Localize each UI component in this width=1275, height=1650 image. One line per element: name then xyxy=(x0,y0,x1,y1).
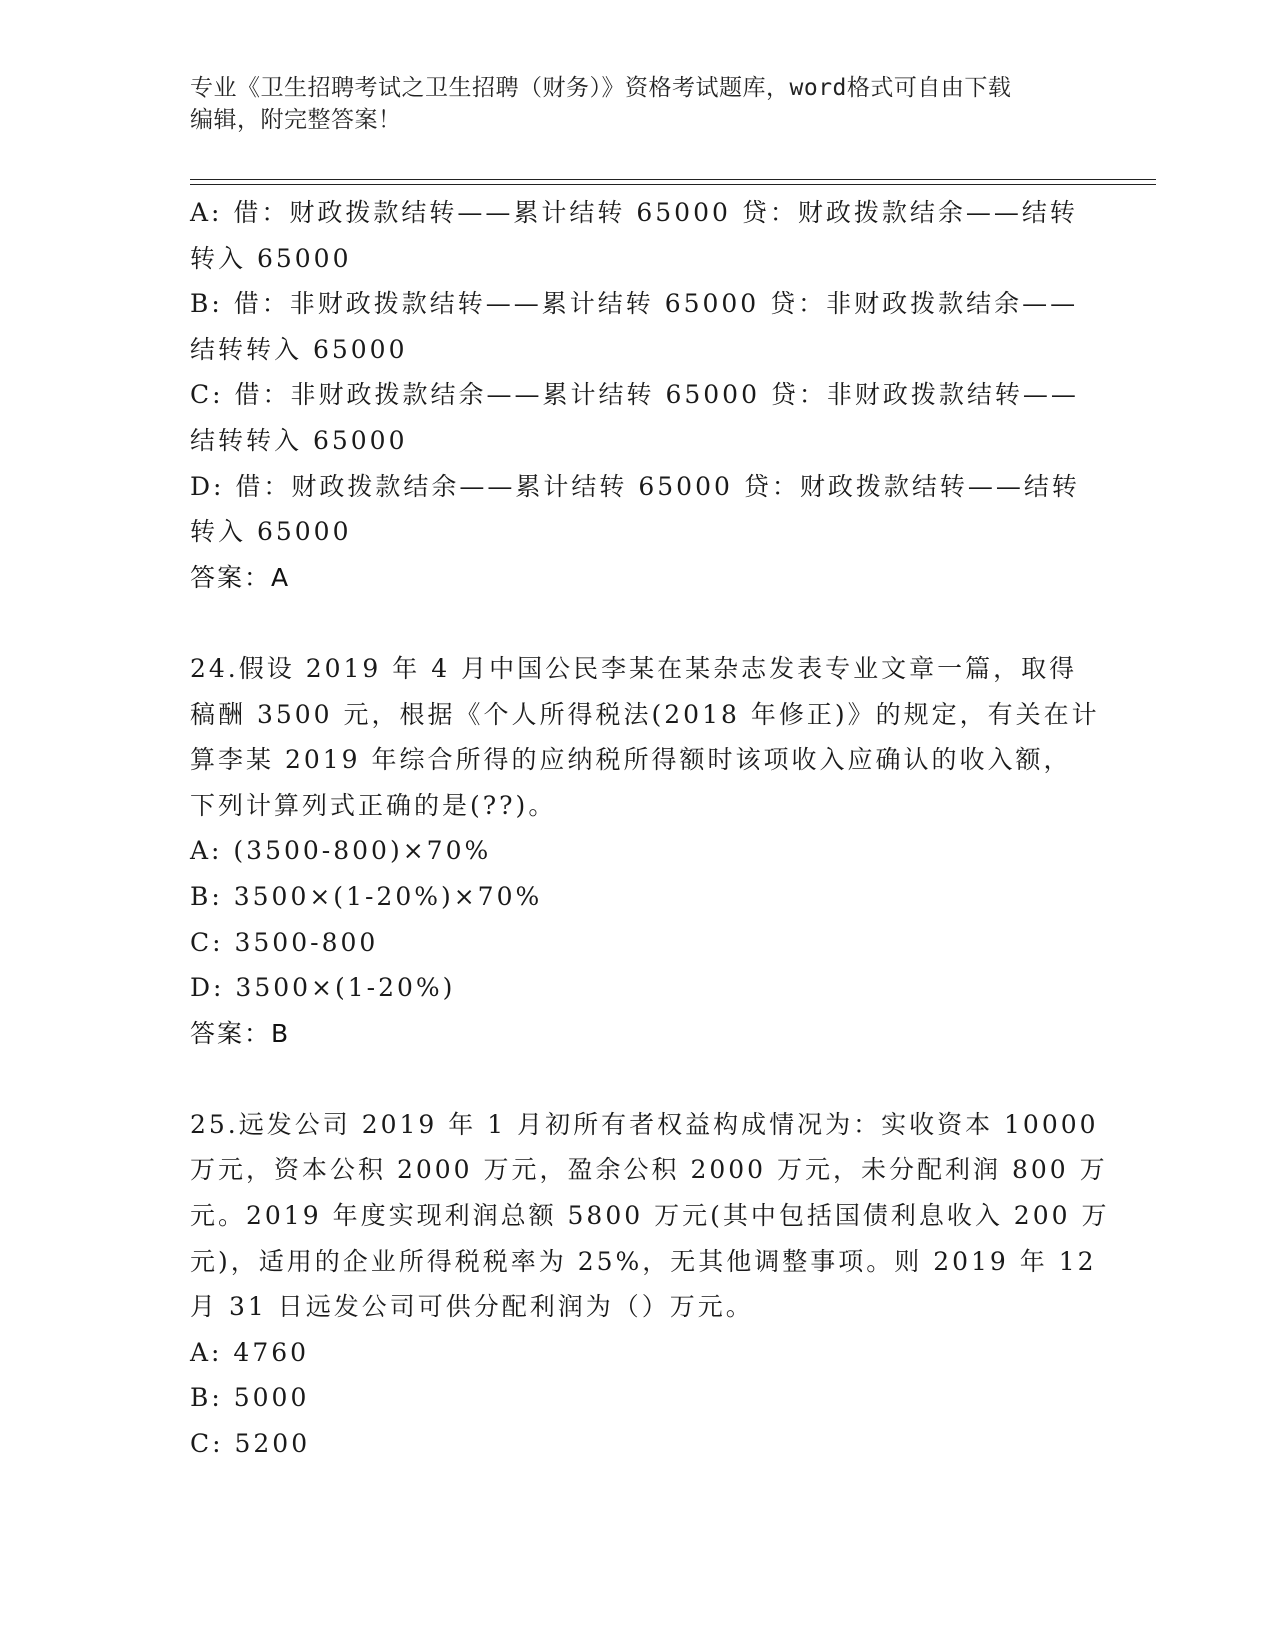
question-25-stem-line-3: 元。2019 年度实现利润总额 5800 万元(其中包括国债利息收入 200 万 xyxy=(190,1201,1110,1231)
question-25-stem-line-2: 万元，资本公积 2000 万元，盈余公积 2000 万元，未分配利润 800 万 xyxy=(190,1155,1108,1185)
option-a-line-2: 转入 65000 xyxy=(190,243,352,273)
question-24-stem-line-1: 24.假设 2019 年 4 月中国公民李某在某杂志发表专业文章一篇，取得 xyxy=(190,653,1078,683)
question-25-option-b: B: 5000 xyxy=(190,1383,310,1413)
question-25-option-a: A: 4760 xyxy=(190,1337,310,1367)
spacer xyxy=(190,1056,1090,1102)
question-25-stem-line-5: 月 31 日远发公司可供分配利润为（）万元。 xyxy=(190,1292,754,1322)
option-d-line-1: D: 借：财政拨款结余——累计结转 65000 贷：财政拨款结转——结转 xyxy=(190,471,1080,501)
option-a-line-1: A: 借：财政拨款结转——累计结转 65000 贷：财政拨款结余——结转 xyxy=(190,198,1078,227)
option-b-line-1: B: 借：非财政拨款结转——累计结转 65000 贷：非财政拨款结余—— xyxy=(190,289,1079,319)
question-23-options xyxy=(190,190,1090,555)
question-24-option-b: B: 3500×(1-20%)×70% xyxy=(190,881,543,911)
spacer xyxy=(190,600,1090,646)
header-divider-bottom xyxy=(190,184,1156,185)
option-c-line-1: C: 借：非财政拨款结余——累计结转 65000 贷：非财政拨款结转—— xyxy=(190,380,1079,410)
question-24-option-d: D: 3500×(1-20%) xyxy=(190,973,456,1003)
question-24-stem-line-2: 稿酬 3500 元，根据《个人所得税法(2018 年修正)》的规定，有关在计 xyxy=(190,699,1100,729)
document-header xyxy=(190,72,1090,136)
question-24-answer: 答案：B xyxy=(190,1018,291,1048)
header-line-2: 编辑，附完整答案！ xyxy=(190,107,402,133)
question-25 xyxy=(190,1102,1110,1467)
question-24-option-a: A: (3500-800)×70% xyxy=(190,836,492,866)
option-b-line-2: 结转转入 65000 xyxy=(190,334,408,364)
question-24-stem-line-3: 算李某 2019 年综合所得的应纳税所得额时该项收入应确认的收入额， xyxy=(190,745,1072,775)
question-25-stem-line-4: 元)，适用的企业所得税税率为 25%，无其他调整事项。则 2019 年 12 xyxy=(190,1246,1097,1276)
option-d-line-2: 转入 65000 xyxy=(190,517,352,547)
question-23-answer: 答案：A xyxy=(190,562,291,592)
header-divider-top xyxy=(190,179,1156,180)
question-content xyxy=(190,190,1110,1467)
question-24 xyxy=(190,646,1100,1056)
question-24-option-c: C: 3500-800 xyxy=(190,927,379,957)
question-25-stem-line-1: 25.远发公司 2019 年 1 月初所有者权益构成情况为：实收资本 10000 xyxy=(190,1109,1099,1139)
question-24-stem-line-4: 下列计算列式正确的是(??)。 xyxy=(190,790,557,820)
question-25-option-c: C: 5200 xyxy=(190,1429,311,1459)
option-c-line-2: 结转转入 65000 xyxy=(190,425,408,455)
header-line-1: 专业《卫生招聘考试之卫生招聘（财务）》资格考试题库，word格式可自由下载 xyxy=(190,75,1012,101)
